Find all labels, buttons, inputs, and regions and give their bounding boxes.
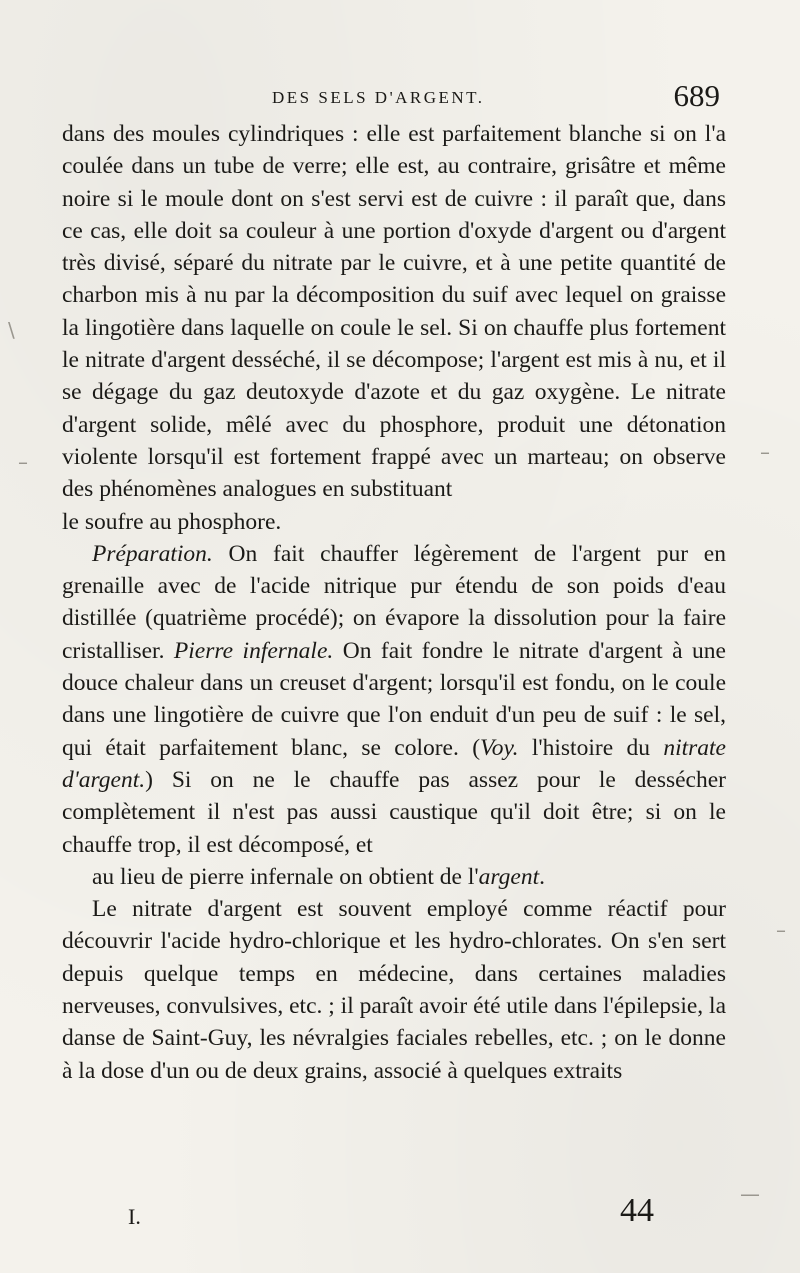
paragraph-1-last-line: le soufre au phosphore. <box>62 508 282 535</box>
paragraph-2-last-text: au lieu de pierre infernale on obtient de l' <box>92 863 479 890</box>
paragraph-2-text-b: On fait fondre le nitrate d'argent à une douce chaleur dans un creuset d'argent; lorsqu'il est fondu, on le coule dans une lingotière de cuivre que l'on enduit d'un peu de suif : le sel, qui était parfaitement blanc, se colore. ( <box>62 637 726 761</box>
running-head <box>62 78 720 118</box>
margin-tick-icon: – <box>776 918 786 942</box>
signature-mark: I. <box>128 1204 141 1229</box>
paragraph-1 <box>62 118 726 538</box>
margin-tick-icon: – <box>760 440 770 464</box>
paragraph-2-text-d: ) Si on ne le chauffe pas assez pour le dessécher complètement il n'est pas aussi caustique qu'il doit être; si on le chauffe trop, il est décomposé, et <box>62 766 726 858</box>
paragraph-3 <box>62 893 726 1087</box>
section-label-preparation: Préparation. <box>92 540 213 567</box>
cross-reference-nitrate: nitrate d'argent. <box>62 734 726 793</box>
margin-tick-icon: — <box>740 1182 760 1206</box>
paragraph-2-text-a: On fait chauffer légèrement de l'argent pur en grenaille avec de l'acide nitrique pur étendu de son poids d'eau distillée (quatrième procédé); on évapore la dissolution pour la faire cristalliser. <box>62 540 726 664</box>
paragraph-2-last-end: . <box>539 863 545 890</box>
emphasis-argent: argent <box>478 863 540 890</box>
margin-tick-icon: \ <box>8 318 15 342</box>
paragraph-1-text: dans des moules cylindriques : elle est parfaitement blanche si on l'a coulée dans un tube de verre; elle est, au contraire, grisâtre et même noire si le moule dont on s'est servi est de cuivre : il paraît que, dans ce cas, elle doit sa couleur à une portion d'oxyde d'argent ou d'argent très divisé, séparé du nitrate par le cuivre, et à une petite quantité de charbon mis à nu par la décomposition du suif avec lequel on graisse la lingotière dans laquelle on coule le sel. Si on chauffe plus fortement le nitrate d'argent desséché, il se décompose; l'argent est mis à nu, et il se dégage du gaz deutoxyde d'azote et du gaz oxygène. Le nitrate d'argent solide, mêlé avec du phosphore, produit une détonation violente lorsqu'il est fortement frappé avec un marteau; on observe des phénomènes analogues en substituant <box>62 121 726 503</box>
running-title: DES SELS D'ARGENT. <box>272 88 485 107</box>
cross-reference-voy: Voy. <box>480 734 519 761</box>
page-number: 689 <box>673 78 720 113</box>
sheet-number: 44 <box>620 1192 654 1229</box>
paragraph-2-text-c: l'histoire du <box>518 734 664 761</box>
page-footer <box>62 1192 726 1236</box>
paragraph-3-text: Le nitrate d'argent est souvent employé comme réactif pour découvrir l'acide hydro-chlorique et les hydro-chlorates. On s'en sert depuis quelque temps en médecine, dans certaines maladies nerveuses, convulsives, etc. ; il paraît avoir été utile dans l'épilepsie, la danse de Saint-Guy, les névralgies faciales rebelles, etc. ; on le donne à la dose d'un ou de deux grains, associé à quelques extraits <box>62 896 726 1084</box>
body-text <box>62 118 726 1087</box>
margin-tick-icon: – <box>18 450 28 474</box>
section-label-pierre-infernale: Pierre infernale. <box>173 637 334 664</box>
paragraph-2 <box>62 538 726 893</box>
paragraph-2-last-line <box>62 861 726 893</box>
